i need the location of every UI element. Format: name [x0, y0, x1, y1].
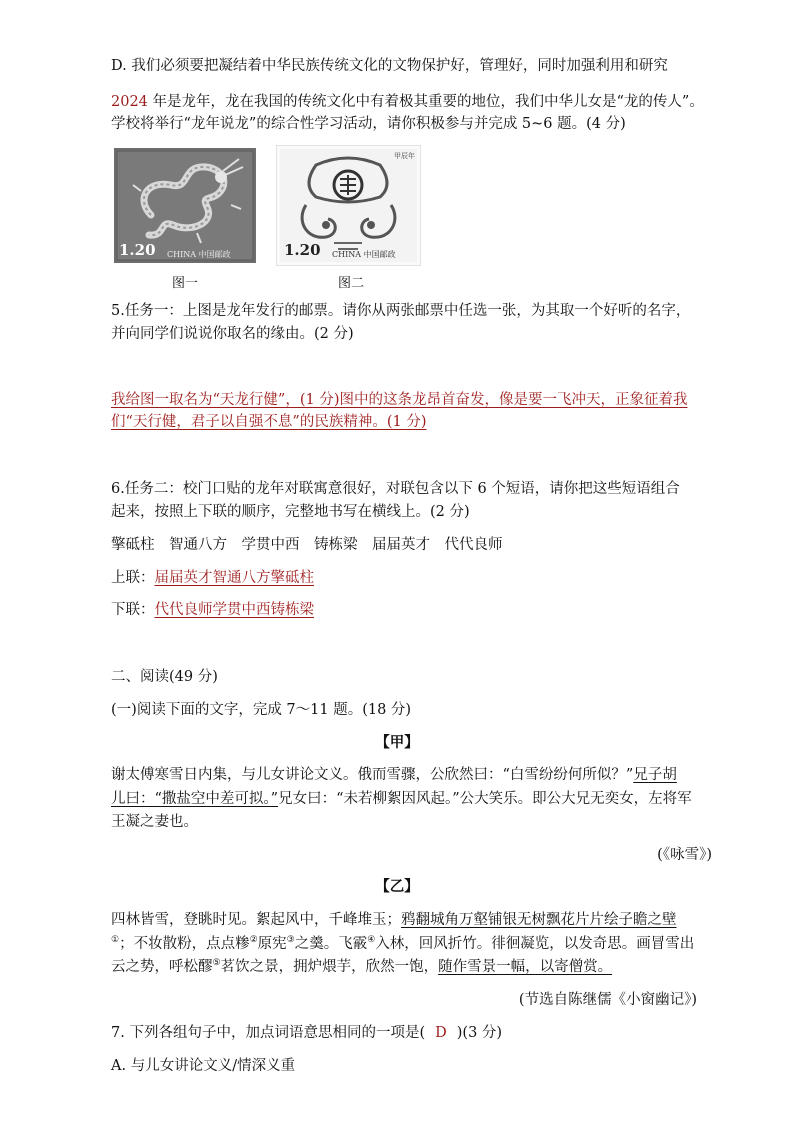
yi-line-3 [111, 957, 612, 977]
q7-stem-text: 7. 下列各组句子中，加点词语意思相同的一项是( [111, 1025, 426, 1041]
stamp2-country: CHINA 中国邮政 [332, 250, 396, 259]
subsection-1-heading: (一)阅读下面的文字，完成 7～11 题。(18 分) [111, 702, 412, 718]
jia-line-1-text: 谢太傅寒雪日内集，与儿女讲论文义。俄而雪骤，公欣然曰：“白雪纷纷何所似？” [111, 767, 634, 783]
passage-jia-heading: 【甲】 [375, 734, 419, 751]
answer-5-line-2: 们“天行健，君子以自强不息”的民族精神。(1 分) [111, 414, 427, 430]
note-4: ④ [367, 935, 376, 946]
jia-line-2-text: 兄女曰：“未若柳絮因风起。”公大笑乐。即公大兄无奕女，左将军 [278, 791, 692, 807]
intro-line-1-text: 年是龙年，龙在我国的传统文化中有着极其重要的地位，我们中华儿女是“龙的传人”。 [147, 94, 704, 110]
jia-line-2 [111, 789, 692, 809]
yi-line-1 [111, 910, 677, 930]
stamp2-value: 1.20 [284, 241, 321, 259]
yi-line-1-text: 四林皆雪，登眺时见。絮起风中，千峰堆玉； [111, 912, 401, 928]
option-d: D. 我们必须要把凝结着中华民族传统文化的文物保护好，管理好，同时加强利用和研究 [111, 58, 668, 74]
shanglian-answer: 届届英才智通八方擎砥柱 [154, 570, 314, 586]
yi-line-2-text-d: 入林，回风折竹。徘徊凝览，以发奇思。画冒雪出 [375, 936, 695, 952]
jia-underlined-1: 兄子胡 [633, 767, 677, 783]
q7-option-a: A. 与儿女讲论文义/情深义重 [111, 1058, 296, 1074]
note-5: ⑤ [212, 958, 221, 969]
intro-line-2: 学校将举行“龙年说龙”的综合性学习活动，请你积极参与并完成 5~6 题。(4 分) [111, 116, 626, 132]
jia-source: (《咏雪》) [657, 847, 712, 863]
jia-line-1 [111, 765, 677, 785]
note-2: ② [249, 935, 258, 946]
q7-answer: D [435, 1025, 447, 1041]
q6-line-1: 6.任务二：校门口贴的龙年对联寓意很好，对联包含以下 6 个短语，请你把这些短语组合 [111, 481, 680, 497]
answer-5-line-1: 我给图一取名为“天龙行健”，(1 分)图中的这条龙昂首奋发，像是要一飞冲天，正象征着我 [111, 392, 688, 408]
yi-underlined-2: 随作雪景一幅，以寄僧赏。 [438, 959, 613, 975]
xialian-answer: 代代良师学贯中西铸栋梁 [154, 602, 314, 618]
shanglian-row [111, 568, 314, 588]
xialian-row [111, 600, 314, 620]
jia-line-3: 王凝之妻也。 [111, 814, 198, 830]
q6-line-2: 起来，按照上下联的顺序，完整地书写在横线上。(2 分) [111, 504, 470, 520]
stamp1-value: 1.20 [119, 241, 156, 259]
q7-score: )(3 分) [456, 1025, 503, 1041]
yi-line-2-text-b: 原宪 [257, 936, 287, 952]
phrase-list: 擎砥柱 智通八方 学贯中西 铸栋梁 届届英才 代代良师 [111, 537, 503, 553]
q5-line-2: 并向同学们说说你取名的缘由。(2 分) [111, 326, 354, 342]
stamp1-country: CHINA 中国邮政 [167, 250, 231, 259]
stamp-figure-1 [111, 145, 259, 266]
xialian-label: 下联： [111, 602, 155, 618]
q7-stem [111, 1023, 502, 1043]
intro-line-1 [111, 92, 704, 112]
yi-line-3-text-b: 茗饮之景，拥炉煨芋，欣然一饱， [220, 959, 439, 975]
yi-line-2 [111, 934, 694, 954]
figure-2-caption: 图二 [338, 276, 365, 291]
year-highlight: 2024 [111, 94, 148, 110]
note-3: ③ [286, 935, 295, 946]
passage-yi-heading: 【乙】 [375, 878, 419, 895]
section-2-heading: 二、阅读(49 分) [111, 669, 218, 685]
shanglian-label: 上联： [111, 570, 155, 586]
note-1: ① [111, 935, 120, 946]
figure-1-caption: 图一 [172, 276, 199, 291]
yi-line-2-text-c: 之羹。飞霰 [294, 936, 368, 952]
jia-underlined-2: 儿曰：“撒盐空中差可拟。” [111, 791, 279, 807]
yi-line-3-text-a: 云之势，呼松醪 [111, 959, 213, 975]
stamp-figure-2 [276, 145, 421, 266]
yi-line-2-text-a: ；不妆散粉，点点糁 [119, 936, 250, 952]
yi-underlined-1: 鸦翻城角万壑铺银无树飘花片片绘子瞻之壁 [401, 912, 677, 928]
q5-line-1: 5.任务一：上图是龙年发行的邮票。请你从两张邮票中任选一张，为其取一个好听的名字， [111, 303, 691, 319]
stamp2-year: 甲辰年 [394, 152, 415, 160]
yi-source: (节选自陈继儒《小窗幽记》) [518, 992, 697, 1008]
